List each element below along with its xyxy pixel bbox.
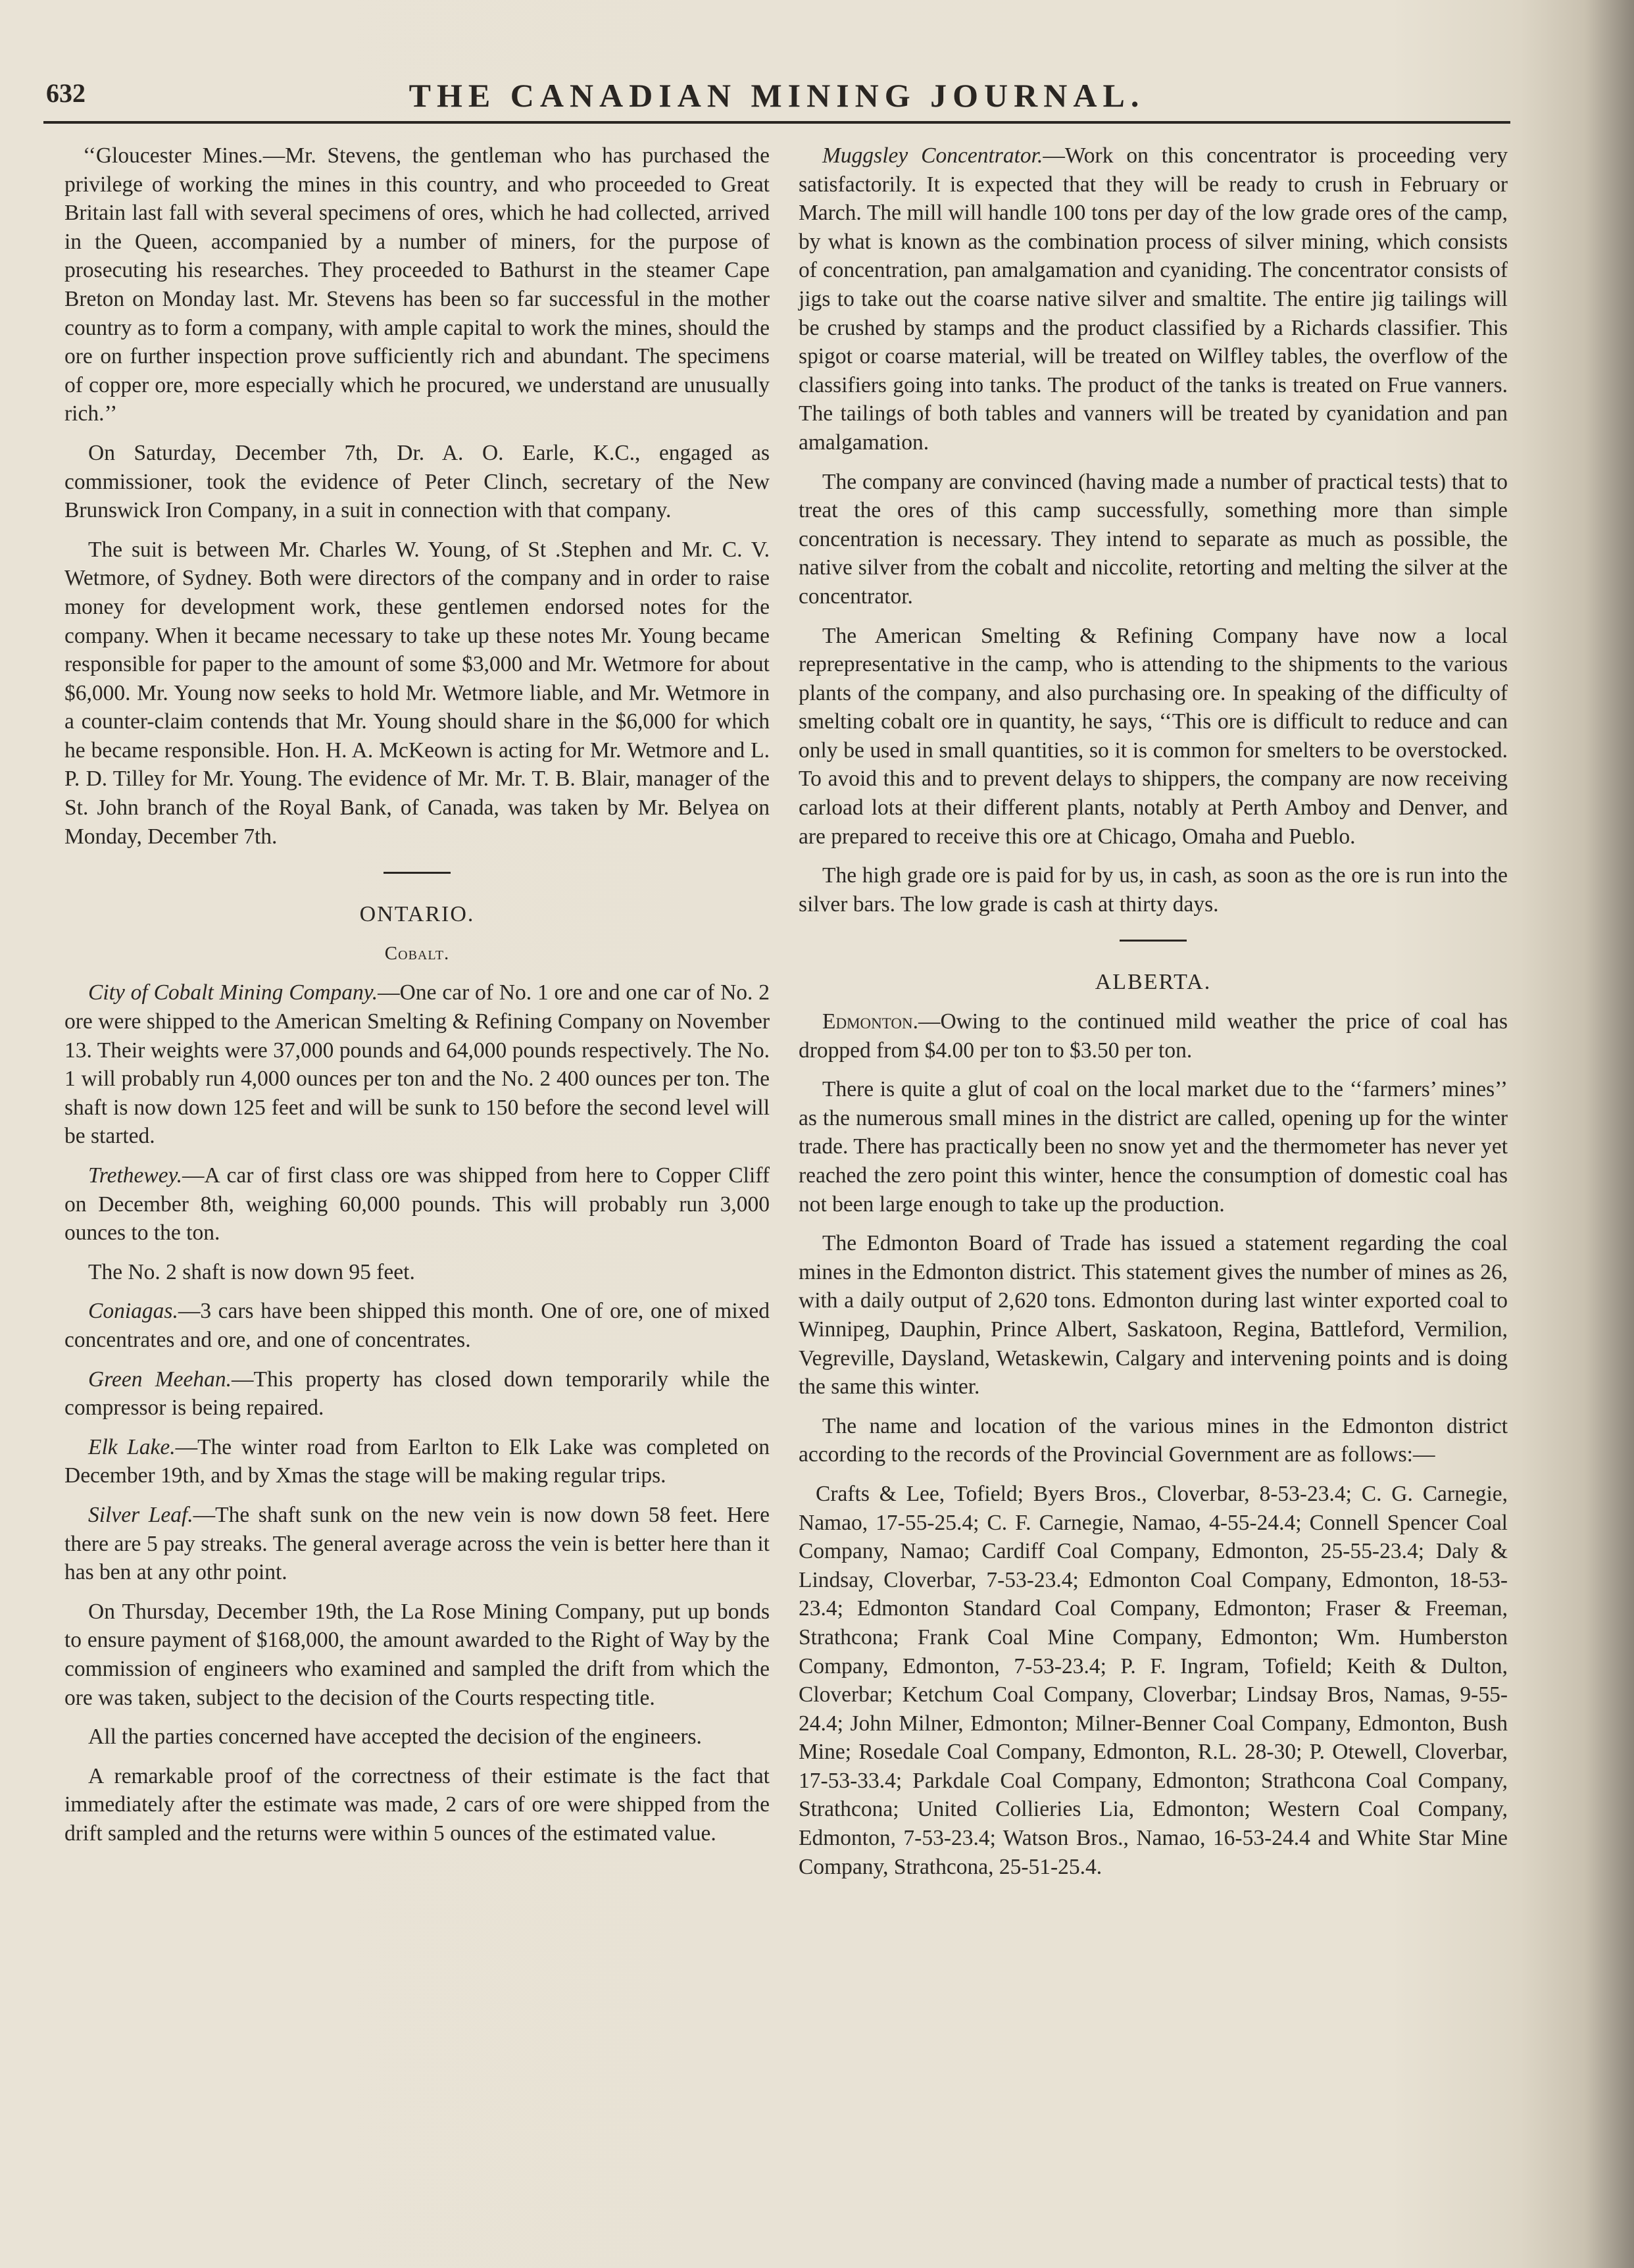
elk-lake-lead: Elk Lake.	[88, 1434, 176, 1459]
elk-lake-paragraph	[64, 1433, 770, 1490]
mine-names-intro: The name and location of the various mines in the Edmonton district according to the records of the Provincial Government are as follows:—	[799, 1413, 1508, 1467]
section-divider	[1120, 940, 1187, 942]
coniagas-paragraph	[64, 1297, 770, 1354]
left-column	[64, 141, 770, 1858]
green-meehan-paragraph	[64, 1365, 770, 1423]
proof-paragraph: A remarkable proof of the correctness of their estimate is the fact that immediately after the estimate was made, 2 cars of ore were shipped from the drift sampled and the returns were within 5 ounces of the estimated value.	[64, 1763, 770, 1846]
convinced-paragraph: The company are convinced (having made a number of practical tests) that to treat the ores of this camp successfully, something more than simple concentration is necessary. They intend to separate as much as possible, the native silver from the cobalt and niccolite, retorting and melting the silver at the concentrator.	[799, 469, 1508, 609]
smelting-paragraph: The American Smelting & Refining Company have now a local reprepresentative in the camp, who is attending to the shipments to the various plants of the company, and also purchasing ore. In speaking of the difficulty of smelting cobalt ore in quantity, he says, ‘‘This ore is difficult to reduce and can only be used in small quantities, so it is common for smelters to be overstocked. To avoid this and to prevent delays to shippers, the company are now receiving carload lots at their different plants, notably at Perth Amboy and Denver, and are prepared to receive this ore at Chicago, Omaha and Pueblo.	[799, 623, 1508, 849]
parties-paragraph: All the parties concerned have accepted the decision of the engineers.	[88, 1725, 702, 1750]
muggsley-lead: Muggsley Concentrator.	[822, 143, 1043, 168]
trethewey-lead: Trethewey.	[88, 1163, 182, 1188]
board-of-trade-paragraph: The Edmonton Board of Trade has issued a statement regarding the coal mines in the Edmonton district. This statement gives the number of mines as 26, with a daily output of 2,620 tons. Edmonton during last winter exported coal to Winnipeg, Dauphin, Prince Albert, Saskatoon, Regina, Battleford, Vermilion, Vegreville, Daysland, Wetaskewin, Calgary and intervening points and is doing the same this winter.	[799, 1231, 1508, 1399]
city-of-cobalt-paragraph	[64, 978, 770, 1151]
cobalt-subheading: Cobalt.	[384, 942, 450, 964]
section-divider	[384, 872, 451, 874]
earle-commission-paragraph: On Saturday, December 7th, Dr. A. O. Earle, K.C., engaged as commissioner, took the evidence of Peter Clinch, secretary of the New Brunswick Iron Company, in a suit in connection with that company.	[64, 440, 770, 523]
right-column	[799, 141, 1508, 1892]
silver-leaf-paragraph	[64, 1501, 770, 1587]
page-number: 632	[46, 78, 86, 108]
green-meehan-lead: Green Meehan.	[88, 1367, 232, 1392]
silver-leaf-lead: Silver Leaf.	[88, 1502, 193, 1527]
trethewey-text: —A car of first class ore was shipped from here to Copper Cliff on December 8th, weighing 60,000 pounds. This will probably run 3,000 ounces to the ton.	[64, 1163, 770, 1246]
edmonton-text: —Owing to the continued mild weather the price of coal has dropped from $4.00 per ton to $3.50 per ton.	[799, 1009, 1508, 1063]
silver-leaf-text: —The shaft sunk on the new vein is now down 58 feet. Here there are 5 pay streaks. The general average across the vein is better here than it has ben at any othr point.	[64, 1502, 770, 1585]
edmonton-paragraph	[799, 1007, 1508, 1065]
city-of-cobalt-text: —One car of No. 1 ore and one car of No. 2 ore were shipped to the American Smelting & Refining Company on November 13. Their weights were 37,000 pounds and 64,000 pounds respectively. The No. 1 will probably run 4,000 ounces per ton and the No. 2 400 ounces per ton. The shaft is now down 125 feet and will be sunk to 150 before the second level will be started.	[64, 980, 770, 1149]
page-header	[43, 72, 1510, 124]
mines-list: Crafts & Lee, Tofield; Byers Bros., Cloverbar, 8-53-23.4; C. G. Carnegie, Namao, 17-55-25.4; C. F. Carnegie, Namao, 4-55-24.4; Connell Spencer Coal Company, Namao; Cardiff Coal Company, Edmonton, 25-55-23.4; Daly & Lindsay, Cloverbar, 7-53-23.4; Edmonton Coal Company, Edmonton, 18-53-23.4; Edmonton Standard Coal Company, Edmonton; Fraser & Freeman, Strathcona; Frank Coal Mine Company, Edmonton; Wm. Humberston Company, Edmonton, 7-53-23.4; P. F. Ingram, Tofield; Keith & Dulton, Cloverbar; Ketchum Coal Company, Cloverbar; Lindsay Bros, Namas, 9-55-24.4; John Milner, Edmonton; Milner-Benner Coal Company, Edmonton, Bush Mine; Rosedale Coal Company, Edmonton, R.L. 28-30; P. Otewell, Cloverbar, 17-53-33.4; Parkdale Coal Company, Edmonton; Strathcona Coal Company, Strathcona; United Collieries Lia, Edmonton; Western Coal Company, Edmonton, 7-53-23.4; Watson Bros., Namao, 16-53-24.4 and White Star Mine Company, Strathcona, 25-51-25.4.	[799, 1481, 1508, 1879]
shaft-note: The No. 2 shaft is now down 95 feet.	[88, 1259, 415, 1284]
coniagas-text: —3 cars have been shipped this month. One of ore, one of mixed concentrates and ore, and one of concentrates.	[64, 1299, 770, 1352]
edmonton-lead: Edmonton.	[822, 1009, 918, 1034]
coniagas-lead: Coniagas.	[88, 1299, 178, 1324]
suit-paragraph: The suit is between Mr. Charles W. Young, of St .Stephen and Mr. C. V. Wetmore, of Sydney. Both were directors of the company and in order to raise money for development work, these gentlemen endorsed notes for the company. When it became necessary to take up these notes Mr. Young became responsible for paper to the amount of some $3,000 and Mr. Wetmore for about $6,000. Mr. Young now seeks to hold Mr. Wetmore liable, and Mr. Wetmore in a counter-claim contends that Mr. Young should share in the $6,000 for which he became responsible. Hon. H. A. McKeown is acting for Mr. Wetmore and L. P. D. Tilley for Mr. Young. The evidence of Mr. Mr. T. B. Blair, manager of the St. John branch of the Royal Bank, of Canada, was taken by Mr. Belyea on Monday, December 7th.	[64, 537, 770, 849]
trethewey-paragraph	[64, 1161, 770, 1247]
paid-paragraph: The high grade ore is paid for by us, in cash, as soon as the ore is run into the silver bars. The low grade is cash at thirty days.	[799, 863, 1508, 917]
muggsley-text: —Work on this concentrator is proceeding very satisfactorily. It is expected that they will be ready to crush in February or March. The mill will handle 100 tons per day of the low grade ores of the camp, by what is known as the combination process of silver mining, which consists of concentration, pan amalgamation and cyaniding. The concentrator consists of jigs to take out the coarse native silver and smaltite. The entire jig tailings will be crushed by stamps and the product classified by a Richards classifier. This spigot or coarse material, will be treated on Wilfley tables, the overflow of the classifiers going into tanks. The product of the tanks is treated on Frue vanners. The tailings of both tables and vanners will be treated by cyanidation and pan amalgamation.	[799, 143, 1508, 455]
green-meehan-text: —This property has closed down temporarily while the compressor is being repaired.	[64, 1367, 770, 1421]
gloucester-mines-quote: ‘‘Gloucester Mines.—Mr. Stevens, the gentleman who has purchased the privilege of working the mines in this country, and who proceeded to Great Britain last fall with several specimens of ores, which he had collected, arrived in the Queen, accompanied by a number of miners, for the purpose of prosecuting his researches. They proceeded to Bathurst in the steamer Cape Breton on Monday last. Mr. Stevens has been so far successful in the mother country as to form a company, with ample capital to work the mines, should the ore on further inspection prove sufficiently rich and abundant. The specimens of copper ore, more especially which he procured, we understand are unusually rich.’’	[64, 143, 770, 426]
ontario-heading: ONTARIO.	[359, 902, 475, 927]
alberta-heading: ALBERTA.	[1095, 970, 1212, 995]
city-of-cobalt-lead: City of Cobalt Mining Company.	[88, 980, 378, 1005]
la-rose-paragraph: On Thursday, December 19th, the La Rose Mining Company, put up bonds to ensure payment of $168,000, the amount awarded to the Right of Way by the commission of engineers who examined and sampled the drift from which the ore was taken, subject to the decision of the Courts respecting title.	[64, 1599, 770, 1710]
journal-title: THE CANADIAN MINING JOURNAL.	[408, 77, 1145, 114]
glut-paragraph: There is quite a glut of coal on the local market due to the ‘‘farmers’ mines’’ as the numerous small mines in the district are called, opening up for the winter trade. There has practically been no snow yet and the thermometer has never yet reached the zero point this winter, hence the consumption of domestic coal has not been large enough to take up the production.	[799, 1077, 1508, 1217]
elk-lake-text: —The winter road from Earlton to Elk Lake was completed on December 19th, and by Xmas the stage will be making regular trips.	[64, 1434, 770, 1488]
muggsley-paragraph	[799, 141, 1508, 457]
